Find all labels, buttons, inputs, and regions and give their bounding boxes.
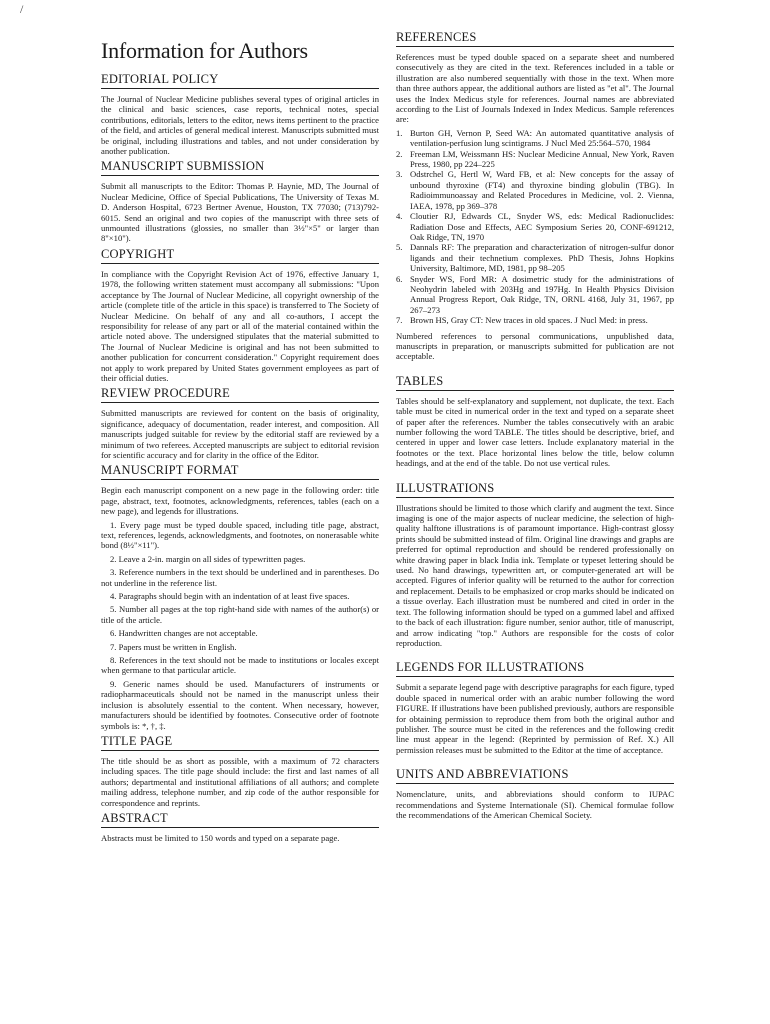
format-item: 4. Paragraphs should begin with an indentation of at least five spaces. [110,591,350,602]
format-item: 8. References in the text should not be made to institutions or locales except when germane to that particular article. [101,655,379,676]
reference-list [396,128,674,326]
reference-item [396,128,674,149]
left-column [101,30,379,846]
reference-item [396,315,674,325]
section-review-procedure [101,386,379,460]
reference-number: 4. [396,211,403,222]
format-item: 5. Number all pages at the top right-hand side with names of the author(s) or title of the article. [101,604,379,625]
reference-number: 1. [396,127,403,138]
section-editorial-policy [101,72,379,156]
reference-number: 2. [396,148,403,159]
reference-number: 7. [396,315,403,326]
reference-item [396,274,674,316]
section-text: Nomenclature, units, and abbreviations should conform to IUPAC recommendations and Systeme Internationale (SI). Chemical formulae follow the recommendations of the American Chemical Society. [396,789,674,820]
section-manuscript-format [101,463,379,731]
reference-item [396,211,674,242]
section-tables [396,374,674,469]
reference-number: 5. [396,242,403,253]
section-abstract [101,811,379,843]
section-text: Illustrations should be limited to those which clarify and augment the text. Since imaging is one of the major aspects of nuclear medicine, the selection of high-quality halftone illustrations is of paramount importance. High-contrast glossy prints should be submitted instead of film. Original line drawings and graphs are preferred for optimal reproduction and should be rendered professionally on white drawing paper in black India ink. Template or typeset lettering should be used. No hand drawings, typewritten art, or computer-generated art will be accepted. Figures of inferior quality will be returned to the author for correction and replacement. Details to be emphasized or crop marks should be indicated on a tissue overlay. Each illustration must be numbered and cited in order in the text. The following information should be typed on a gummed label and affixed to the back of each illustration: figure number, senior author, title of manuscript, and arrow indicating "top." Authors are responsible for the costs of color reproduction. [396,502,674,648]
section-text: Submit all manuscripts to the Editor: Thomas P. Haynie, MD, The Journal of Nuclear Medicine, Office of Special Publications, The University of Texas M. D. Anderson Hospital, 6723 Bertner Avenue, Houston, TX 77030; (713)792-6015. Send an original and two copies of the manuscript with three sets of unmounted illustrations (glossies, no smaller than 3½"×5" or larger than 8"×10"). [101,181,379,244]
section-heading: MANUSCRIPT SUBMISSION [101,159,379,176]
section-heading: LEGENDS FOR ILLUSTRATIONS [396,660,674,677]
section-title-page [101,734,379,808]
section-heading: COPYRIGHT [101,247,379,264]
section-text: The Journal of Nuclear Medicine publishes several types of original articles in the clinical and basic sciences, case reports, technical notes, special contributions, editorials, letters to the editor, news items pertinent to the practice of the field, and articles of general medical interest. Manuscripts submitted must be original, including illustrations and tables, and not under consideration by another publication. [101,94,379,157]
reference-number: 6. [396,273,403,284]
format-item: 1. Every page must be typed double spaced, including title page, abstract, text, references, legends, acknowledgments, and footnotes, on nonerasable white bond (8½"×11"). [101,519,379,551]
reference-item [396,242,674,273]
section-heading: REFERENCES [396,30,674,47]
section-heading: EDITORIAL POLICY [101,72,379,89]
reference-text: Freeman LM, Weissmann HS: Nuclear Medicine Annual, New York, Raven Press, 1980, pp 224–225 [410,148,674,170]
section-legends [396,660,674,755]
reference-text: Odstrchel G, Hertl W, Ward FB, et al: New concepts for the assay of unbound thyroxine (FT4) and thyroxine binding globulin (TBG). In Radioimmunoassay and Related Procedures in Medicine, vol. 2. Vienna, IAEA, 1978, pp 369–378 [410,169,674,211]
format-item: 2. Leave a 2-in. margin on all sides of typewritten pages. [110,553,306,564]
reference-text: Brown HS, Gray CT: New traces in old spaces. J Nucl Med: in press. [410,315,648,326]
page-title: Information for Authors [101,38,308,63]
section-heading: TABLES [396,374,674,391]
section-heading: UNITS AND ABBREVIATIONS [396,767,674,784]
format-item: 3. Reference numbers in the text should be underlined and in parentheses. Do not underline in the reference list. [101,567,379,588]
reference-text: Burton GH, Vernon P, Seed WA: An automated quantitative analysis of ventilation-perfusion lung scintigrams. J Nucl Med 25:564–570, 1984 [410,127,674,149]
section-heading: ABSTRACT [101,811,379,828]
corner-mark: / [20,2,24,16]
section-text: The title should be as short as possible, with a maximum of 72 characters including spaces. The title page should include: the first and last names of all authors; departmental and institutional affiliations of all authors; and complete mailing address, telephone number, and zip code of the author responsible for correspondence and reprints. [101,755,379,808]
format-item: 9. Generic names should be used. Manufacturers of instruments or radiopharmaceuticals should not be named in the manuscript unless their inclusion is absolutely essential to the content. When necessary, however, manufacturers should be identified by footnotes. Consecutive order of footnote symbols is: *, †, ‡. [101,678,379,731]
format-item: 7. Papers must be written in English. [110,641,237,652]
section-heading: MANUSCRIPT FORMAT [101,463,379,480]
section-text: Tables should be self-explanatory and supplement, not duplicate, the text. Each table must be cited in numerical order in the text and typed on a separate sheet of paper after the references. Number the tables consecutively with an arabic number following the word TABLE. The titles should be descriptive, brief, and centered in upper and lower case letters. Include explanatory material in the footnotes or the text. Place horizontal lines below the title, below column headings, and at the end of the table. Do not use vertical rules. [396,395,674,469]
reference-text: Dannals RF: The preparation and characterization of nitrogen-sulfur donor ligands and their technetium complexes. PhD Thesis, Johns Hopkins University, Baltimore, MD, 1981, pp 98–205 [410,242,674,274]
section-heading: REVIEW PROCEDURE [101,386,379,403]
reference-text: Snyder WS, Ford MR: A dosimetric study for the administrations of Neohydrin labeled with 203Hg and 197Hg. In Health Physics Division Annual Progress Report, Oak Ridge, TN, ORNL 4168, July 31, 1967, pp 267–273 [410,273,674,315]
right-column [396,30,674,823]
section-manuscript-submission [101,159,379,243]
section-text: Submit a separate legend page with descriptive paragraphs for each figure, typed double spaced in numerical order with an arabic number following the word FIGURE. If illustrations have been published previously, authors are responsible for obtaining permission to reproduce them from both the original author and publisher. The source must be cited in the references and the following credit line must appear in the legend: (Reprinted by permission of Ref. X.) All permission releases must be submitted to the Editor at the time of acceptance. [396,682,674,755]
section-heading: TITLE PAGE [101,734,379,751]
reference-number: 3. [396,169,403,180]
section-text: In compliance with the Copyright Revision Act of 1976, effective January 1, 1978, the following written statement must accompany all submissions: "Upon acceptance by The Journal of Nuclear Medicine, all copyright ownership of the article (complete title of the article in this space) is transferred to The Society of Nuclear Medicine. On behalf of any and all co-authors, I accept the responsibility for release of any part or all of the material contained within the article noted above. The undersigned stipulates that the material submitted to The Journal of Nuclear Medicine is original and has not been submitted to another publication for concurrent consideration." Copyright requirement does not apply to work prepared by United States government employees as part of their official duties. [101,268,379,383]
section-text: References must be typed double spaced on a separate sheet and numbered consecutively as they are cited in the text. References included in a table or illustration are also numbered sequentially with those in the text. When more than three authors appear, the additional authors are listed as "et al". The Journal uses the Index Medicus style for references. Journal names are abbreviated according to the List of Journals Indexed in Index Medicus. Sample references are: [396,52,674,125]
reference-text: Cloutier RJ, Edwards CL, Snyder WS, eds: Medical Radionuclides: Radiation Dose and Effects, AEC Symposium Series 20, CONF-691212, Oak Ridge, TN, 1970 [410,211,674,242]
section-text: Abstracts must be limited to 150 words and typed on a separate page. [101,832,340,843]
section-units [396,767,674,820]
section-copyright [101,247,379,383]
section-illustrations [396,481,674,649]
format-item: 6. Handwritten changes are not acceptable. [110,628,258,639]
reference-item [396,169,674,211]
section-heading: ILLUSTRATIONS [396,481,674,498]
section-text: Begin each manuscript component on a new page in the following order: title page, abstract, text, footnotes, acknowledgments, references, tables (each on a new page), and legends for illustrations. [101,485,379,517]
section-references [396,30,674,362]
section-text: Submitted manuscripts are reviewed for content on the basis of originality, significance, adequacy of documentation, reader interest, and composition. All manuscripts judged suitable for review by the editorial staff are reviewed by a minimum of two referees. Accepted manuscripts are subject to editorial revision for scientific accuracy and for clarity in the office of the Editor. [101,408,379,460]
reference-item [396,149,674,170]
section-text: Numbered references to personal communications, unpublished data, manuscripts in preparation, or manuscripts submitted for publication are not acceptable. [396,330,674,362]
